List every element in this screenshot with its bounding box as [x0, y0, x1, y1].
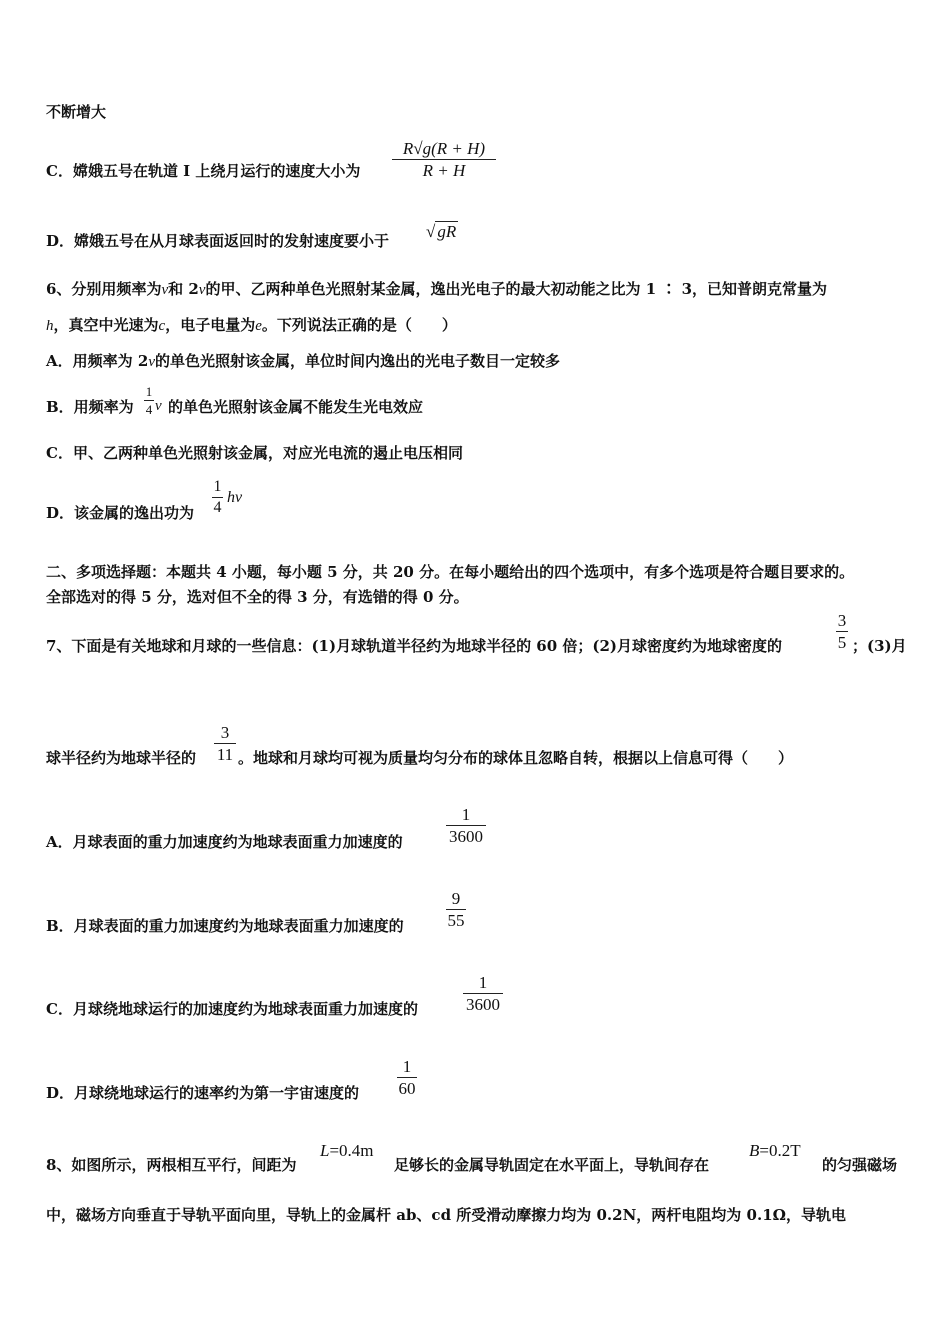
- fraction-numerator: 1: [461, 805, 471, 824]
- fraction-quarter-d: [212, 479, 223, 516]
- fraction-numerator: 3: [837, 611, 847, 630]
- question-8-line-1-end: 的匀强磁场: [822, 1156, 898, 1174]
- fraction-1-60: [397, 1058, 417, 1097]
- option-a-q6: [46, 351, 560, 372]
- question-6-line-2: [46, 315, 457, 336]
- fraction-bar: [836, 631, 848, 632]
- expr-L: [320, 1141, 374, 1161]
- option-b-q7: B．月球表面的重力加速度约为地球表面重力加速度的: [46, 917, 404, 935]
- fraction-denominator: 11: [216, 745, 234, 764]
- fraction-bar: [446, 909, 466, 910]
- symbol-v: v: [198, 282, 206, 298]
- section-2-note: 全部选对的得 5 分，选对但不全的得 3 分，有选错的得 0 分。: [46, 588, 469, 606]
- question-8-line-1: 8、如图所示，两根相互平行，间距为: [46, 1156, 297, 1174]
- fraction-denominator: 4: [213, 499, 222, 516]
- option-c-q7: C．月球绕地球运行的加速度约为地球表面重力加速度的: [46, 1000, 418, 1018]
- question-7-line-2: 球半径约为地球半径的: [46, 749, 197, 767]
- fraction-numerator: 9: [451, 889, 461, 908]
- question-7-line-2-rest: 。地球和月球均可视为质量均匀分布的球体且忽略自转，根据以上信息可得（ ）: [238, 749, 794, 767]
- text: ，真空中光速为: [53, 316, 159, 334]
- fraction-denominator: R + H: [422, 161, 466, 180]
- sqrt-radicand: gR: [437, 222, 457, 241]
- text: 6、分别用频率为: [46, 280, 162, 298]
- fraction-numerator: 1: [402, 1057, 412, 1076]
- fraction-c5: [392, 140, 496, 179]
- fraction-1-3600-c: [463, 974, 503, 1013]
- sqrt-sign-icon: √: [426, 222, 436, 241]
- option-d-q5: D．嫦娥五号在从月球表面返回时的发射速度要小于: [46, 232, 390, 250]
- symbol-L: L: [320, 1141, 330, 1160]
- text-line: 不断增大: [46, 103, 107, 121]
- symbol-nu: ν: [155, 398, 162, 414]
- fraction-denominator: 3600: [449, 827, 483, 846]
- question-6-line-1: [46, 279, 827, 300]
- symbol-v: v: [161, 282, 169, 298]
- fraction-3-5: [836, 612, 848, 651]
- symbol-v: v: [148, 354, 155, 370]
- fraction-bar: [463, 993, 503, 994]
- sqrt-expression: [426, 222, 458, 242]
- question-8-line-1-mid: 足够长的金属导轨固定在水平面上，导轨间存在: [394, 1156, 710, 1174]
- text: 。下列说法正确的是（ ）: [261, 316, 457, 334]
- text: ，电子电量为: [165, 316, 256, 334]
- question-7-line-1: 7、下面是有关地球和月球的一些信息：(1)月球轨道半径约为地球半径的 60 倍；(2)月球密度约为地球密度的: [46, 637, 783, 655]
- question-8-line-2: 中，磁场方向垂直于导轨平面向里，导轨上的金属杆 ab、cd 所受滑动摩擦力均为 0.2N，两杆电阻均为 0.1Ω，导轨电: [46, 1206, 846, 1224]
- fraction-bar: [446, 825, 486, 826]
- fraction-3-11: [214, 724, 236, 763]
- fraction-1-3600: [446, 806, 486, 845]
- text: A．用频率为 2: [46, 352, 149, 370]
- expr-B: [749, 1141, 801, 1161]
- fraction-denominator: 4: [145, 402, 153, 417]
- value-L: =0.4m: [329, 1141, 374, 1160]
- text: 的单色光照射该金属，单位时间内逸出的光电子数目一定较多: [154, 352, 560, 370]
- option-c-q5: C．嫦娥五号在轨道 I 上绕月运行的速度大小为: [46, 162, 361, 180]
- symbol-B: B: [749, 1141, 760, 1160]
- fraction-bar: [144, 400, 154, 401]
- fraction-numerator: 1: [213, 478, 222, 495]
- fraction-denominator: 5: [837, 633, 847, 652]
- text: 和 2: [168, 280, 199, 298]
- fraction-bar: [397, 1077, 417, 1078]
- option-c-q6: C．甲、乙两种单色光照射该金属，对应光电流的遏止电压相同: [46, 444, 463, 462]
- fraction-9-55: [446, 890, 466, 929]
- value-B: =0.2T: [759, 1141, 801, 1160]
- fraction-denominator: 3600: [466, 995, 500, 1014]
- fraction-bar: [212, 497, 223, 498]
- fraction-numerator: 1: [478, 973, 488, 992]
- question-7-line-1-end: ；(3)月: [852, 637, 907, 655]
- fraction-bar: [392, 159, 496, 160]
- option-a-q7: A．月球表面的重力加速度约为地球表面重力加速度的: [46, 833, 403, 851]
- option-b-q6-rest: 的单色光照射该金属不能发生光电效应: [168, 398, 424, 416]
- fraction-denominator: 60: [398, 1079, 416, 1098]
- option-d-q7: D．月球绕地球运行的速率约为第一宇宙速度的: [46, 1084, 360, 1102]
- fraction-numerator: R√g(R + H): [402, 139, 486, 158]
- symbol-c: c: [158, 318, 166, 334]
- text: 的甲、乙两种单色光照射某金属，逸出光电子的最大初动能之比为 1 ∶ 3，已知普朗克常量为: [205, 280, 828, 298]
- symbol-h: h: [46, 318, 54, 334]
- symbol-e: e: [255, 318, 262, 334]
- fraction-denominator: 55: [447, 911, 465, 930]
- fraction-bar: [214, 743, 236, 744]
- fraction-numerator: 3: [220, 723, 230, 742]
- symbol-hv: hν: [227, 489, 243, 506]
- fraction-quarter: [144, 385, 154, 416]
- fraction-numerator: 1: [145, 384, 153, 399]
- option-b-q6: B．用频率为: [46, 398, 134, 416]
- section-2-heading: 二、多项选择题：本题共 4 小题，每小题 5 分，共 20 分。在每小题给出的四个选项中，有多个选项是符合题目要求的。: [46, 563, 855, 581]
- option-d-q6: D．该金属的逸出功为: [46, 504, 195, 522]
